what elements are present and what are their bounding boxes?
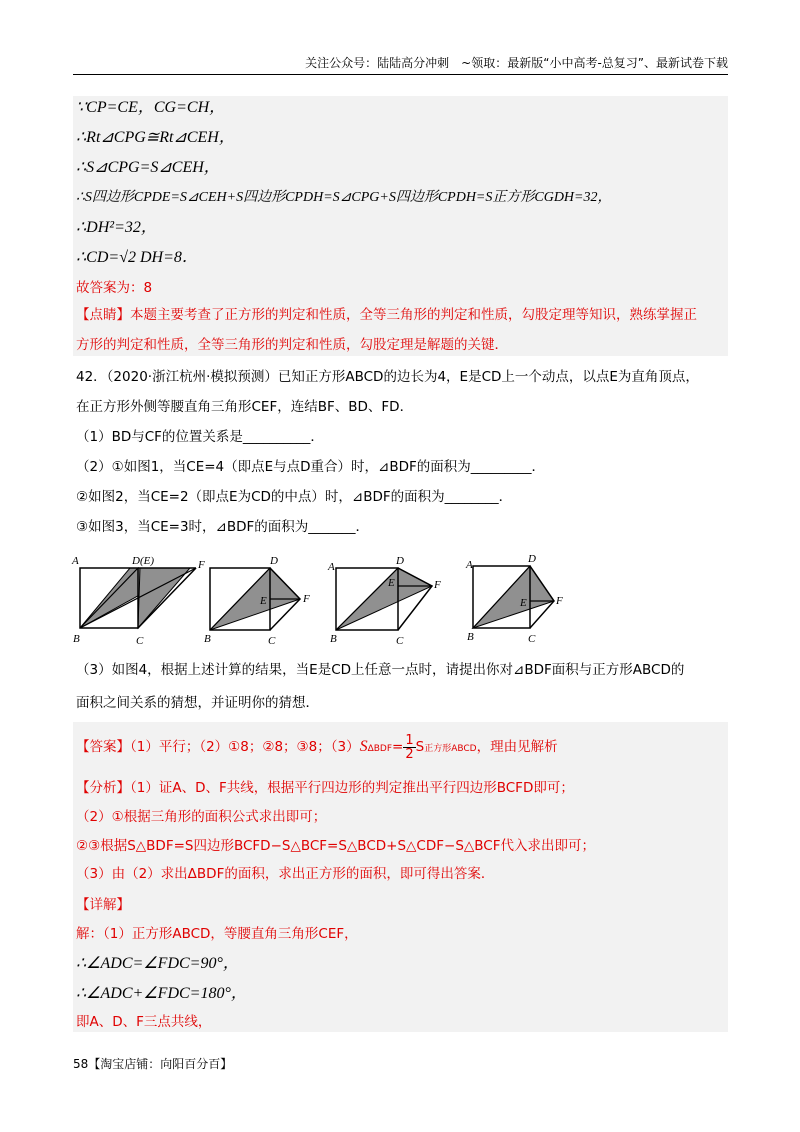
geometry-figures (70, 550, 590, 655)
fig4-label-d: D (528, 553, 536, 565)
answer-line: 故答案为：8 (76, 280, 153, 296)
fig4-label-b: B (467, 631, 474, 643)
fig1-label-f: F (198, 559, 205, 571)
analysis-line-3: ②③根据S△BDF=S四边形BCFD−S△BCF=S△BCD+S△CDF−S△BCF代入求出即可； (76, 838, 595, 854)
fig2-label-d: D (270, 555, 278, 567)
answer-s2: S (415, 739, 425, 755)
answer-text: （1）平行；（2）①8；②8；③8；（3） (130, 739, 360, 755)
problem-line-7: （3）如图4，根据上述计算的结果，当E是CD上任意一点时，请提出你对⊿BDF面积与正方形ABCD的 (76, 662, 685, 678)
solution-line-4: ∴S四边形CPDE=S⊿CEH+S四边形CPDH=S⊿CPG+S四边形CPDH=S正方形CGDH=32， (76, 190, 612, 205)
analysis-line-1: 【分析】（1）证A、D、F共线，根据平行四边形的判定推出平行四边形BCFD即可； (76, 780, 574, 796)
fig2-label-c: C (268, 635, 276, 647)
solution-line-2: ∴Rt⊿CPG≅Rt⊿CEH， (76, 129, 235, 146)
problem-line-6: ③如图3，当CE=3时，⊿BDF的面积为_______． (76, 519, 370, 535)
detail-line-4: 即A、D、F三点共线， (76, 1014, 212, 1030)
fig2-label-b: B (204, 633, 211, 645)
analysis-line-2: （2）①根据三角形的面积公式求出即可； (76, 809, 327, 825)
figure-2 (204, 555, 310, 647)
solution-line-1: ∵CP=CE，CG=CH， (76, 99, 226, 116)
detail-line-1: 解：（1）正方形ABCD，等腰直角三角形CEF， (76, 926, 358, 942)
figure-3 (327, 555, 441, 647)
solution-line-3: ∴S⊿CPG=S⊿CEH， (76, 159, 220, 176)
fig1-label-de: D(E) (132, 555, 154, 567)
answer-fraction-den: 2 (405, 746, 414, 762)
fig3-label-a: A (328, 561, 335, 573)
answer-formula-eq: = (392, 739, 404, 755)
answer-formula-sub: ΔBDF (367, 744, 393, 754)
fig3-label-f: F (434, 579, 441, 591)
fig4-label-f: F (556, 595, 563, 607)
fig3-label-d: D (396, 555, 404, 567)
fig3-label-c: C (396, 635, 404, 647)
answer-row (76, 733, 558, 763)
figure-1 (71, 555, 205, 647)
comment-line-1: 【点睛】本题主要考查了正方形的判定和性质，全等三角形的判定和性质，勾股定理等知识，熟练掌握正 (76, 307, 697, 323)
solution-line-5: ∴DH²=32， (76, 219, 157, 236)
figure-4 (465, 553, 563, 645)
page-footer: 58【淘宝店铺：向阳百分百】 (73, 1057, 233, 1071)
problem-line-4: （2）①如图1，当CE=4（即点E与点D重合）时，⊿BDF的面积为_________． (76, 459, 546, 475)
problem-line-5: ②如图2，当CE=2（即点E为CD的中点）时，⊿BDF的面积为________． (76, 489, 513, 505)
answer-tag: 【答案】 (76, 739, 130, 755)
fig3-label-e: E (388, 577, 395, 589)
fig2-label-e: E (260, 595, 267, 607)
comment-line-2: 方形的判定和性质，全等三角形的判定和性质，勾股定理是解题的关键． (76, 337, 508, 353)
answer-s2-sub: 正方形ABCD (424, 744, 477, 754)
problem-line-8: 面积之间关系的猜想，并证明你的猜想． (76, 695, 319, 711)
answer-tail: ，理由见解析 (476, 739, 558, 755)
page-header: 关注公众号：陆陆高分冲刺 ~领取：最新版“小中高考-总复习”、最新试卷下载 (73, 54, 728, 75)
analysis-line-4: （3）由（2）求出ΔBDF的面积，求出正方形的面积，即可得出答案． (76, 866, 495, 882)
problem-line-1: 42．（2020·浙江杭州·模拟预测）已知正方形ABCD的边长为4，E是CD上一个动点，以点E为直角顶点， (76, 369, 699, 385)
fig1-label-b: B (73, 633, 80, 645)
fig3-label-b: B (330, 633, 337, 645)
fig4-label-a: A (466, 559, 473, 571)
fig1-label-a: A (72, 555, 79, 567)
problem-line-3: （1）BD与CF的位置关系是__________． (76, 429, 324, 445)
fig4-label-e: E (520, 597, 527, 609)
solution-line-6: ∴CD=√2 DH=8． (76, 249, 198, 266)
detail-tag: 【详解】 (76, 897, 130, 913)
answer-fraction (403, 734, 415, 761)
answer-fraction-num: 1 (405, 732, 414, 748)
problem-line-2: 在正方形外侧等腰直角三角形CEF，连结BF、BD、FD． (76, 399, 414, 415)
detail-line-3: ∴∠ADC+∠FDC=180°， (76, 985, 247, 1002)
fig3-shade (336, 568, 432, 630)
fig1-label-c: C (136, 635, 144, 647)
fig2-label-f: F (303, 593, 310, 605)
detail-line-2: ∴∠ADC=∠FDC=90°， (76, 955, 239, 972)
fig4-shade (473, 566, 554, 628)
answer-formula-s: S (359, 738, 368, 755)
fig4-label-c: C (528, 633, 536, 645)
